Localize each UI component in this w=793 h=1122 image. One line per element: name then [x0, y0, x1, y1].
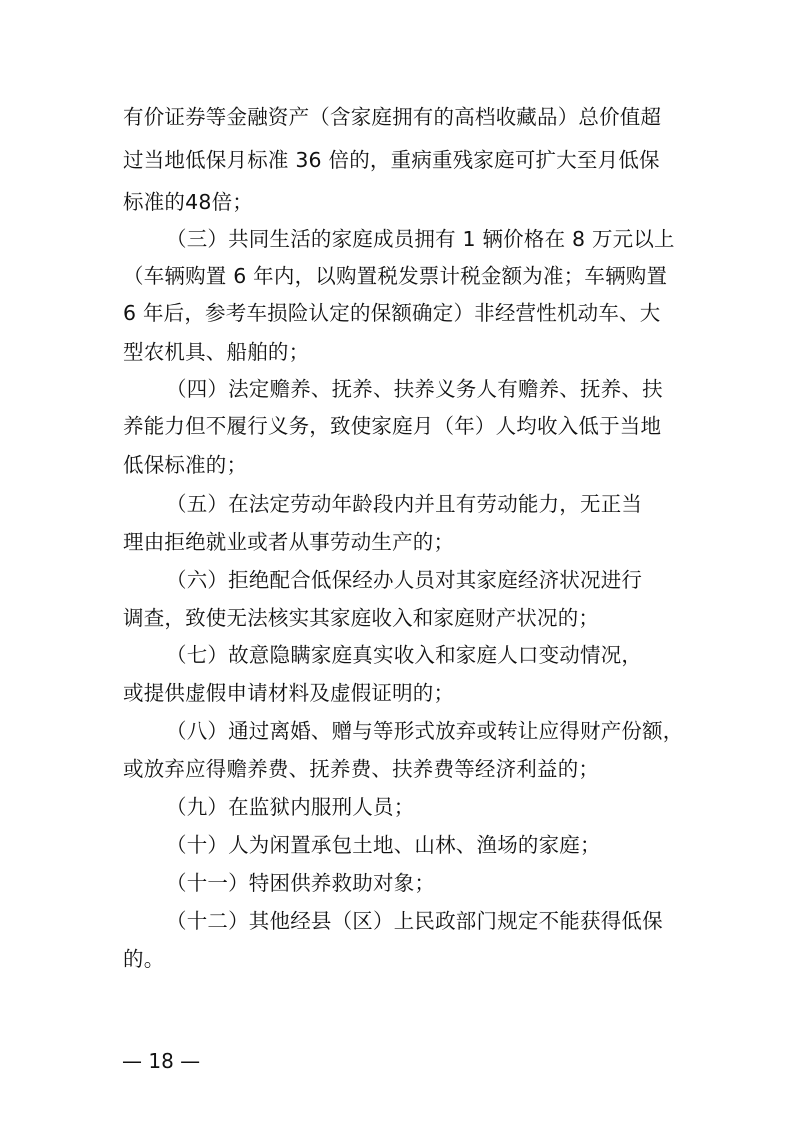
body-text-line: 6 年后，参考车损险认定的保额确定）非经营性机动车、大 [123, 301, 661, 325]
clause-10-line: （十）人为闲置承包土地、山林、渔场的家庭； [166, 833, 601, 857]
body-text-line: 型农机具、船舶的； [123, 340, 310, 364]
clause-6-line: （六）拒绝配合低保经办人员对其家庭经济状况进行 [166, 568, 643, 592]
clause-7-line: （七）故意隐瞒家庭真实收入和家庭人口变动情况， [166, 643, 643, 667]
body-text-line: 理由拒绝就业或者从事劳动生产的； [123, 530, 455, 554]
clause-12-line: （十二）其他经县（区）上民政部门规定不能获得低保 [166, 909, 663, 933]
clause-4-line: （四）法定赡养、抚养、扶养义务人有赡养、抚养、扶 [166, 377, 663, 401]
clause-9-line: （九）在监狱内服刑人员； [166, 795, 415, 819]
clause-5-line: （五）在法定劳动年龄段内并且有劳动能力，无正当 [166, 492, 643, 516]
body-text-line: 标准的48倍； [123, 190, 253, 214]
clause-3-line: （三）共同生活的家庭成员拥有 1 辆价格在 8 万元以上 [166, 227, 675, 251]
clause-11-line: （十一）特困供养救助对象； [166, 871, 436, 895]
page-number: — 18 — [122, 1049, 201, 1073]
body-text-line: 养能力但不履行义务，致使家庭月（年）人均收入低于当地 [123, 414, 662, 438]
body-text-line: （车辆购置 6 年内，以购置税发票计税金额为准；车辆购置 [123, 264, 668, 288]
body-text-line: 的。 [123, 947, 165, 971]
body-text-line: 低保标准的； [123, 453, 248, 477]
body-text-line: 调查，致使无法核实其家庭收入和家庭财产状况的； [123, 606, 600, 630]
body-text-line: 有价证券等金融资产（含家庭拥有的高档收藏品）总价值超 [123, 105, 662, 129]
body-text-line: 或提供虚假申请材料及虚假证明的； [123, 681, 455, 705]
body-text-line: 或放弃应得赡养费、抚养费、扶养费等经济利益的； [123, 757, 600, 781]
body-text-line: 过当地低保月标准 36 倍的，重病重残家庭可扩大至月低保 [123, 148, 660, 172]
clause-8-line: （八）通过离婚、赠与等形式放弃或转让应得财产份额， [166, 719, 684, 743]
